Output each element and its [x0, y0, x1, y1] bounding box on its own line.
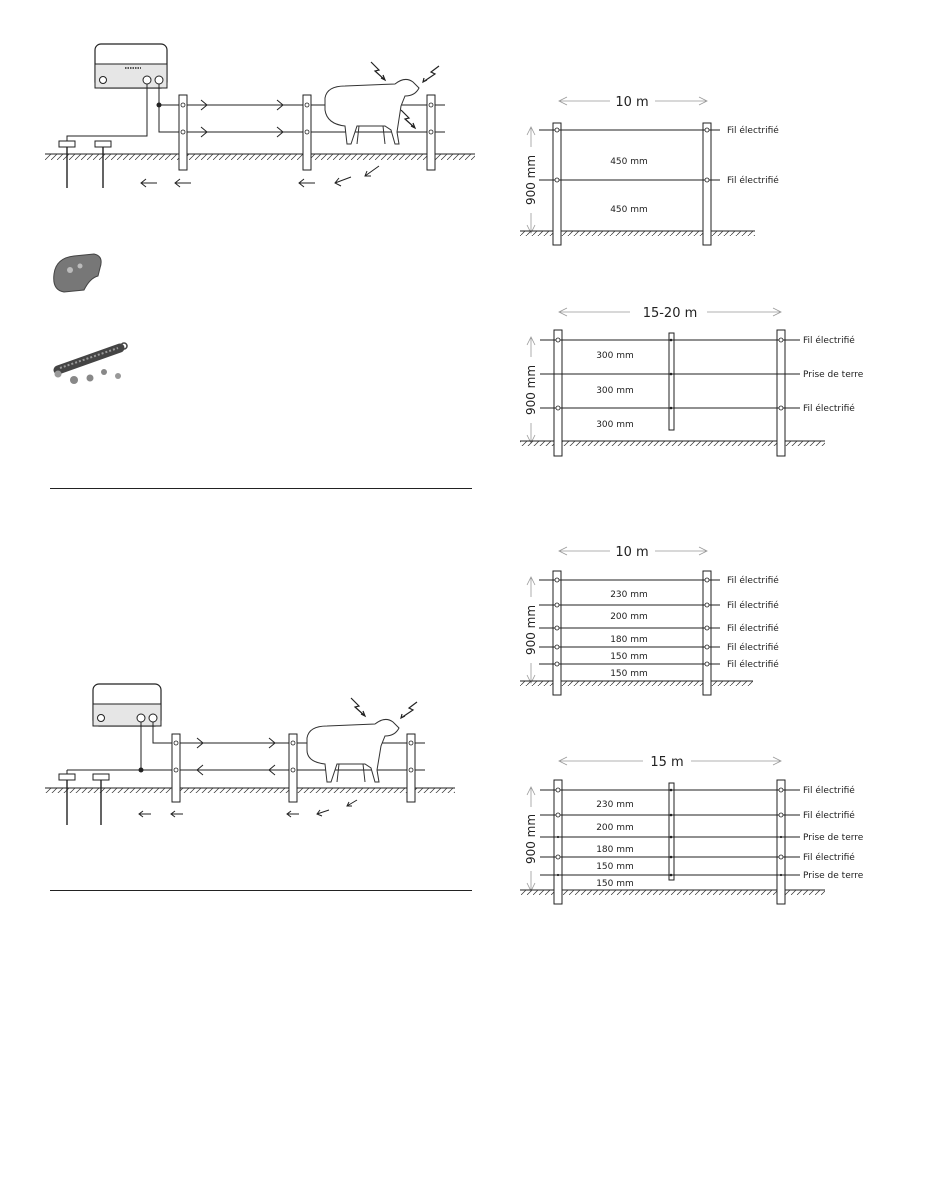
wire-label-earth: Prise de terre [803, 871, 864, 881]
wire-label-live: Fil électrifié [727, 126, 779, 136]
wire-label-live: Fil électrifié [727, 601, 779, 611]
cow-icon [325, 79, 419, 144]
spacing-label: 300 mm [596, 386, 634, 396]
fence-diagram-3 [515, 535, 915, 705]
wire-label-earth: Prise de terre [803, 833, 864, 843]
spacing-label: 150 mm [596, 862, 634, 872]
spacing-label: 150 mm [610, 669, 648, 679]
spacing-label: 300 mm [596, 420, 634, 430]
insulator-icon [50, 250, 110, 295]
spacing-label: 180 mm [596, 845, 634, 855]
wire-label-live: Fil électrifié [803, 404, 855, 414]
wire-label-live: Fil électrifié [803, 811, 855, 821]
span-label: 10 m [615, 95, 649, 110]
wire-label-live: Fil électrifié [727, 176, 779, 186]
energizer-diagram-earth-return [45, 680, 485, 830]
spacing-label: 200 mm [596, 823, 634, 833]
spring-gate-icon [48, 340, 143, 392]
energizer-diagram-live [45, 40, 485, 220]
wire-label-live: Fil électrifié [727, 624, 779, 634]
spacing-label: 200 mm [610, 612, 648, 622]
spacing-label: 150 mm [596, 879, 634, 889]
height-label: 900 mm [524, 154, 538, 206]
height-label: 900 mm [524, 604, 538, 656]
energizer-icon [93, 684, 161, 726]
energizer-icon [95, 44, 167, 88]
wire-label-live: Fil électrifié [727, 660, 779, 670]
cow-icon [307, 719, 399, 782]
wire-label-live: Fil électrifié [803, 786, 855, 796]
spacing-label: 230 mm [596, 800, 634, 810]
fence-diagram-2 [515, 297, 915, 467]
wire-label-live: Fil électrifié [803, 336, 855, 346]
spacing-label: 300 mm [596, 351, 634, 361]
span-label: 10 m [615, 545, 649, 560]
divider [50, 890, 472, 891]
wire-label-live: Fil électrifié [727, 576, 779, 586]
ground-rod-icon [59, 770, 109, 825]
spacing-label: 450 mm [610, 157, 648, 167]
spacing-label: 180 mm [610, 635, 648, 645]
spacing-label: 150 mm [610, 652, 648, 662]
lightning-icon [351, 698, 417, 718]
ground-rod-icon [59, 141, 111, 188]
height-label: 900 mm [524, 813, 538, 865]
span-label: 15 m [650, 755, 684, 770]
divider [50, 488, 472, 489]
span-label: 15-20 m [642, 306, 698, 321]
wire-label-earth: Prise de terre [803, 370, 864, 380]
wire-label-live: Fil électrifié [803, 853, 855, 863]
wire-label-live: Fil électrifié [727, 643, 779, 653]
fence-diagram-1 [515, 85, 915, 255]
height-label: 900 mm [524, 364, 538, 416]
spacing-label: 450 mm [610, 205, 648, 215]
fence-diagram-4 [515, 745, 915, 915]
spacing-label: 230 mm [610, 590, 648, 600]
